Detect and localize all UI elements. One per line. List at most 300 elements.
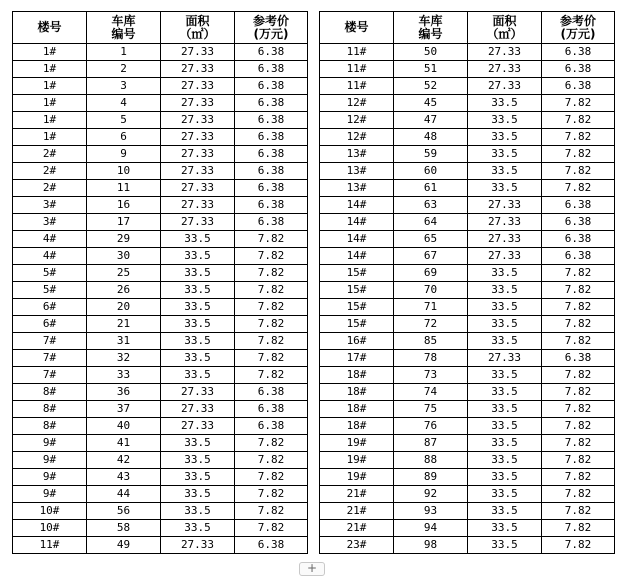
cell-building: 18# [320, 384, 394, 401]
cell-area: 27.33 [161, 146, 235, 163]
cell-garage-number: 59 [394, 146, 468, 163]
cell-garage-number: 17 [87, 214, 161, 231]
cell-reference-price: 7.82 [542, 146, 615, 163]
cell-garage-number: 31 [87, 333, 161, 350]
cell-building: 8# [13, 384, 87, 401]
cell-building: 19# [320, 469, 394, 486]
cell-building: 15# [320, 316, 394, 333]
cell-area: 27.33 [468, 44, 542, 61]
cell-reference-price: 7.82 [235, 503, 308, 520]
cell-reference-price: 6.38 [235, 146, 308, 163]
cell-garage-number: 36 [87, 384, 161, 401]
cell-garage-number: 21 [87, 316, 161, 333]
cell-reference-price: 6.38 [542, 350, 615, 367]
table-row [13, 316, 308, 333]
header-reference-price: 参考价 (万元) [542, 12, 615, 44]
cell-building: 5# [13, 282, 87, 299]
table-row [320, 282, 615, 299]
table-row [13, 537, 308, 554]
cell-garage-number: 72 [394, 316, 468, 333]
table-row [13, 520, 308, 537]
cell-area: 33.5 [468, 520, 542, 537]
cell-building: 13# [320, 163, 394, 180]
cell-garage-number: 1 [87, 44, 161, 61]
cell-reference-price: 7.82 [542, 452, 615, 469]
cell-garage-number: 75 [394, 401, 468, 418]
cell-building: 2# [13, 180, 87, 197]
cell-building: 11# [320, 78, 394, 95]
cell-reference-price: 6.38 [542, 78, 615, 95]
table-row [13, 452, 308, 469]
cell-area: 27.33 [161, 163, 235, 180]
cell-reference-price: 7.82 [542, 418, 615, 435]
header-area: 面积 （㎡） [468, 12, 542, 44]
table-row [320, 316, 615, 333]
header-building: 楼号 [320, 12, 394, 44]
table-row [320, 95, 615, 112]
cell-building: 14# [320, 248, 394, 265]
cell-area: 33.5 [468, 112, 542, 129]
cell-building: 17# [320, 350, 394, 367]
cell-garage-number: 37 [87, 401, 161, 418]
table-row [13, 282, 308, 299]
cell-building: 21# [320, 503, 394, 520]
table-row [13, 384, 308, 401]
cell-area: 33.5 [468, 163, 542, 180]
cell-reference-price: 7.82 [235, 469, 308, 486]
cell-area: 33.5 [468, 95, 542, 112]
cell-reference-price: 7.82 [542, 180, 615, 197]
cell-building: 4# [13, 248, 87, 265]
table-row [320, 163, 615, 180]
cell-area: 33.5 [468, 418, 542, 435]
cell-reference-price: 6.38 [542, 61, 615, 78]
cell-reference-price: 7.82 [235, 231, 308, 248]
cell-reference-price: 7.82 [235, 520, 308, 537]
cell-garage-number: 51 [394, 61, 468, 78]
cell-reference-price: 7.82 [542, 265, 615, 282]
cell-building: 14# [320, 197, 394, 214]
cell-area: 33.5 [468, 486, 542, 503]
cell-garage-number: 25 [87, 265, 161, 282]
cell-area: 33.5 [161, 333, 235, 350]
cell-building: 15# [320, 265, 394, 282]
cell-garage-number: 67 [394, 248, 468, 265]
cell-garage-number: 85 [394, 333, 468, 350]
header-building: 楼号 [13, 12, 87, 44]
cell-reference-price: 7.82 [542, 503, 615, 520]
table-row [320, 299, 615, 316]
table-row [13, 299, 308, 316]
header-garage-number: 车库 编号 [394, 12, 468, 44]
cell-area: 33.5 [468, 146, 542, 163]
table-row [320, 452, 615, 469]
cell-reference-price: 7.82 [235, 435, 308, 452]
table-row [320, 61, 615, 78]
cell-area: 33.5 [468, 384, 542, 401]
garage-table-right [319, 11, 615, 554]
cell-building: 1# [13, 78, 87, 95]
cell-area: 33.5 [161, 248, 235, 265]
cell-area: 27.33 [468, 231, 542, 248]
table-row [13, 163, 308, 180]
cell-reference-price: 7.82 [542, 401, 615, 418]
cell-garage-number: 33 [87, 367, 161, 384]
table-row [320, 503, 615, 520]
table-row [13, 112, 308, 129]
cell-garage-number: 73 [394, 367, 468, 384]
cell-garage-number: 92 [394, 486, 468, 503]
cell-garage-number: 70 [394, 282, 468, 299]
cell-reference-price: 7.82 [542, 129, 615, 146]
cell-garage-number: 60 [394, 163, 468, 180]
table-row [320, 469, 615, 486]
cell-garage-number: 6 [87, 129, 161, 146]
cell-reference-price: 7.82 [542, 282, 615, 299]
cell-area: 27.33 [161, 214, 235, 231]
cell-reference-price: 7.82 [542, 435, 615, 452]
cell-reference-price: 6.38 [235, 78, 308, 95]
cell-area: 27.33 [161, 78, 235, 95]
cell-reference-price: 7.82 [542, 316, 615, 333]
table-row [13, 61, 308, 78]
table-row [13, 367, 308, 384]
cell-building: 11# [320, 61, 394, 78]
table-row [13, 214, 308, 231]
cell-building: 1# [13, 129, 87, 146]
cell-garage-number: 58 [87, 520, 161, 537]
table-row [320, 180, 615, 197]
cell-building: 14# [320, 231, 394, 248]
cell-building: 12# [320, 95, 394, 112]
cell-reference-price: 6.38 [235, 180, 308, 197]
cell-area: 33.5 [468, 401, 542, 418]
cell-area: 33.5 [161, 469, 235, 486]
cell-reference-price: 6.38 [235, 163, 308, 180]
cell-reference-price: 6.38 [235, 214, 308, 231]
cell-area: 27.33 [161, 180, 235, 197]
cell-reference-price: 6.38 [235, 537, 308, 554]
cell-reference-price: 6.38 [235, 384, 308, 401]
cell-garage-number: 10 [87, 163, 161, 180]
table-row [320, 214, 615, 231]
cell-garage-number: 16 [87, 197, 161, 214]
cell-area: 33.5 [468, 452, 542, 469]
table-row [13, 248, 308, 265]
cell-reference-price: 6.38 [235, 129, 308, 146]
cell-garage-number: 65 [394, 231, 468, 248]
cell-building: 1# [13, 61, 87, 78]
cell-area: 33.5 [468, 503, 542, 520]
cell-area: 33.5 [468, 537, 542, 554]
cell-garage-number: 20 [87, 299, 161, 316]
cell-garage-number: 88 [394, 452, 468, 469]
cell-building: 9# [13, 469, 87, 486]
table-row [320, 248, 615, 265]
cell-building: 19# [320, 452, 394, 469]
cell-area: 27.33 [161, 197, 235, 214]
cell-building: 2# [13, 163, 87, 180]
cell-building: 9# [13, 435, 87, 452]
table-row [320, 537, 615, 554]
cell-area: 33.5 [468, 316, 542, 333]
cell-reference-price: 6.38 [542, 44, 615, 61]
cell-area: 33.5 [161, 231, 235, 248]
cell-building: 7# [13, 350, 87, 367]
cell-area: 33.5 [468, 469, 542, 486]
cell-garage-number: 2 [87, 61, 161, 78]
cell-area: 33.5 [161, 367, 235, 384]
cell-building: 10# [13, 520, 87, 537]
cell-garage-number: 3 [87, 78, 161, 95]
header-reference-price: 参考价 (万元) [235, 12, 308, 44]
cell-reference-price: 7.82 [542, 469, 615, 486]
cell-garage-number: 63 [394, 197, 468, 214]
cell-building: 23# [320, 537, 394, 554]
cell-reference-price: 7.82 [542, 537, 615, 554]
cell-building: 7# [13, 367, 87, 384]
table-row [13, 333, 308, 350]
cell-building: 1# [13, 44, 87, 61]
cell-building: 1# [13, 112, 87, 129]
table-row [320, 197, 615, 214]
cell-building: 8# [13, 418, 87, 435]
cell-garage-number: 69 [394, 265, 468, 282]
cell-garage-number: 11 [87, 180, 161, 197]
table-row [320, 112, 615, 129]
cell-garage-number: 29 [87, 231, 161, 248]
cell-building: 16# [320, 333, 394, 350]
cell-garage-number: 42 [87, 452, 161, 469]
cell-reference-price: 7.82 [235, 333, 308, 350]
cell-reference-price: 7.82 [235, 282, 308, 299]
cell-reference-price: 7.82 [542, 299, 615, 316]
table-row [320, 486, 615, 503]
cell-reference-price: 6.38 [542, 197, 615, 214]
cell-garage-number: 78 [394, 350, 468, 367]
table-row [13, 197, 308, 214]
table-row [13, 503, 308, 520]
cell-garage-number: 44 [87, 486, 161, 503]
cell-reference-price: 6.38 [235, 61, 308, 78]
cell-reference-price: 7.82 [235, 299, 308, 316]
table-row [320, 367, 615, 384]
table-row [13, 469, 308, 486]
cell-building: 8# [13, 401, 87, 418]
table-row [13, 78, 308, 95]
table-row [13, 265, 308, 282]
cell-building: 21# [320, 520, 394, 537]
table-row [13, 95, 308, 112]
header-row [13, 12, 308, 44]
cell-area: 33.5 [161, 520, 235, 537]
cell-building: 12# [320, 112, 394, 129]
cell-garage-number: 50 [394, 44, 468, 61]
cell-garage-number: 64 [394, 214, 468, 231]
cell-building: 10# [13, 503, 87, 520]
cell-garage-number: 98 [394, 537, 468, 554]
cell-reference-price: 7.82 [542, 333, 615, 350]
cell-garage-number: 89 [394, 469, 468, 486]
cell-reference-price: 6.38 [235, 95, 308, 112]
cell-reference-price: 7.82 [542, 163, 615, 180]
cell-reference-price: 7.82 [542, 384, 615, 401]
expand-button[interactable]: + [299, 562, 325, 576]
table-row [320, 129, 615, 146]
table-row [320, 401, 615, 418]
cell-area: 33.5 [468, 299, 542, 316]
table-row [13, 231, 308, 248]
table-row [13, 401, 308, 418]
cell-reference-price: 6.38 [235, 197, 308, 214]
table-row [320, 231, 615, 248]
cell-building: 13# [320, 180, 394, 197]
table-row [320, 384, 615, 401]
cell-building: 18# [320, 367, 394, 384]
cell-area: 33.5 [468, 265, 542, 282]
cell-area: 33.5 [468, 367, 542, 384]
cell-garage-number: 76 [394, 418, 468, 435]
table-row [320, 350, 615, 367]
cell-area: 33.5 [161, 452, 235, 469]
garage-table-left [12, 11, 308, 554]
header-row [320, 12, 615, 44]
cell-building: 15# [320, 299, 394, 316]
table-row [320, 418, 615, 435]
cell-garage-number: 41 [87, 435, 161, 452]
cell-reference-price: 7.82 [235, 248, 308, 265]
cell-building: 11# [320, 44, 394, 61]
cell-area: 33.5 [161, 435, 235, 452]
cell-garage-number: 93 [394, 503, 468, 520]
header-area: 面积 （㎡） [161, 12, 235, 44]
table-row [320, 44, 615, 61]
cell-area: 33.5 [161, 350, 235, 367]
cell-building: 3# [13, 214, 87, 231]
cell-building: 13# [320, 146, 394, 163]
cell-area: 27.33 [161, 537, 235, 554]
cell-building: 14# [320, 214, 394, 231]
table-row [320, 435, 615, 452]
cell-reference-price: 6.38 [542, 231, 615, 248]
cell-reference-price: 7.82 [542, 95, 615, 112]
cell-area: 27.33 [468, 214, 542, 231]
cell-garage-number: 49 [87, 537, 161, 554]
table-row [320, 333, 615, 350]
cell-garage-number: 9 [87, 146, 161, 163]
cell-area: 33.5 [468, 129, 542, 146]
cell-garage-number: 87 [394, 435, 468, 452]
cell-area: 27.33 [161, 112, 235, 129]
table-row [320, 265, 615, 282]
cell-reference-price: 7.82 [542, 367, 615, 384]
cell-area: 33.5 [468, 435, 542, 452]
cell-area: 33.5 [161, 299, 235, 316]
cell-area: 27.33 [468, 78, 542, 95]
cell-garage-number: 74 [394, 384, 468, 401]
cell-building: 12# [320, 129, 394, 146]
table-row [13, 180, 308, 197]
cell-garage-number: 40 [87, 418, 161, 435]
cell-area: 27.33 [161, 418, 235, 435]
table-row [13, 486, 308, 503]
cell-building: 18# [320, 418, 394, 435]
cell-area: 27.33 [468, 350, 542, 367]
cell-area: 27.33 [161, 44, 235, 61]
header-garage-number: 车库 编号 [87, 12, 161, 44]
table-row [13, 435, 308, 452]
cell-building: 1# [13, 95, 87, 112]
cell-reference-price: 6.38 [235, 112, 308, 129]
cell-reference-price: 6.38 [235, 44, 308, 61]
cell-garage-number: 32 [87, 350, 161, 367]
cell-garage-number: 43 [87, 469, 161, 486]
cell-area: 27.33 [468, 61, 542, 78]
cell-garage-number: 94 [394, 520, 468, 537]
cell-reference-price: 7.82 [235, 316, 308, 333]
table-row [13, 146, 308, 163]
cell-reference-price: 7.82 [542, 520, 615, 537]
cell-garage-number: 4 [87, 95, 161, 112]
cell-area: 33.5 [161, 282, 235, 299]
cell-area: 27.33 [161, 61, 235, 78]
cell-garage-number: 48 [394, 129, 468, 146]
cell-garage-number: 30 [87, 248, 161, 265]
cell-area: 33.5 [161, 265, 235, 282]
cell-area: 33.5 [161, 503, 235, 520]
table-row [13, 44, 308, 61]
cell-area: 27.33 [161, 384, 235, 401]
cell-building: 11# [13, 537, 87, 554]
cell-reference-price: 7.82 [235, 350, 308, 367]
cell-building: 9# [13, 486, 87, 503]
cell-reference-price: 6.38 [235, 418, 308, 435]
cell-area: 27.33 [161, 129, 235, 146]
cell-building: 6# [13, 316, 87, 333]
cell-reference-price: 7.82 [542, 112, 615, 129]
cell-building: 4# [13, 231, 87, 248]
cell-reference-price: 7.82 [542, 486, 615, 503]
table-row [320, 146, 615, 163]
cell-building: 7# [13, 333, 87, 350]
cell-reference-price: 6.38 [235, 401, 308, 418]
cell-area: 27.33 [161, 95, 235, 112]
cell-building: 5# [13, 265, 87, 282]
table-row [13, 350, 308, 367]
cell-building: 3# [13, 197, 87, 214]
cell-reference-price: 6.38 [542, 248, 615, 265]
cell-area: 33.5 [468, 180, 542, 197]
cell-garage-number: 56 [87, 503, 161, 520]
cell-building: 2# [13, 146, 87, 163]
cell-garage-number: 61 [394, 180, 468, 197]
cell-building: 9# [13, 452, 87, 469]
cell-building: 15# [320, 282, 394, 299]
cell-area: 33.5 [161, 486, 235, 503]
table-row [320, 78, 615, 95]
table-row [13, 418, 308, 435]
cell-area: 33.5 [468, 282, 542, 299]
cell-building: 21# [320, 486, 394, 503]
cell-area: 27.33 [468, 197, 542, 214]
cell-garage-number: 52 [394, 78, 468, 95]
cell-garage-number: 5 [87, 112, 161, 129]
cell-building: 19# [320, 435, 394, 452]
table-row [13, 129, 308, 146]
cell-building: 6# [13, 299, 87, 316]
cell-reference-price: 6.38 [542, 214, 615, 231]
cell-reference-price: 7.82 [235, 486, 308, 503]
